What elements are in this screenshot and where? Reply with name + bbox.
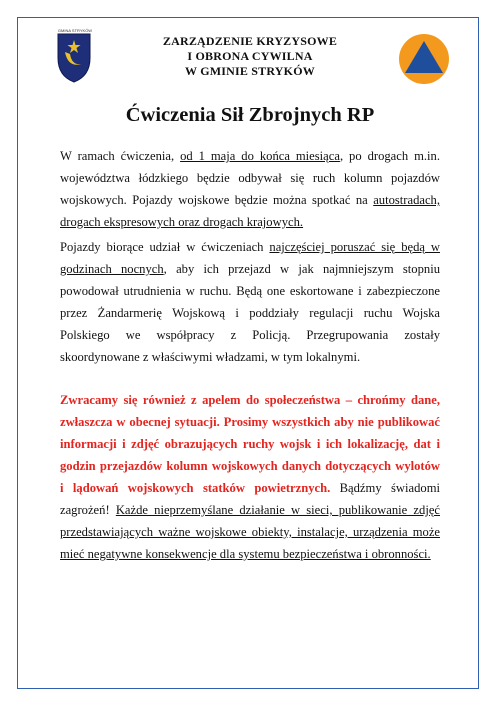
paragraph-2 (60, 236, 440, 368)
paragraph-1-roads: autostradach, drogach ekspresowych oraz drogach krajowych. (60, 193, 440, 229)
paragraph-2-intro: Pojazdy biorące udział w ćwiczeniach (60, 240, 270, 254)
paragraph-3-warning: Bądźmy świadomi zagrożeń! (60, 481, 440, 517)
header-block (120, 34, 380, 79)
paragraph-1-intro: W ramach ćwiczenia, (60, 149, 181, 163)
header-line-3: W GMINIE STRYKÓW (185, 64, 315, 78)
crest-caption: GMINA STRYKÓW (57, 28, 93, 33)
paragraph-3-appeal: Zwracamy się również z apelem do społeczeństwa – chrońmy dane, zwłaszcza w obecnej sytuacji. Prosimy wszystkich aby nie publikować informacji i zdjęć obrazujących ruchy wojsk i ich lokalizację, dat i godzin przejazdów kolumn wojskowych danych dotyczących wylotów i lądowań wojskowych statków powietrznych. (60, 393, 440, 495)
paragraph-2-night-hours: najczęściej poruszać się będą w godzinach nocnych (60, 240, 440, 276)
civil-defence-emblem-icon (398, 33, 450, 85)
paragraph-2-body: , aby ich przejazd w jak najmniejszym stopniu powodował utrudnienia w ruchu. Będą one eskortowane i zabezpieczone przez Żandarmerię Wojskową i poddziały regulacji ruchu Wojska Polskiego we współpracy z Policją. Przegrupowania zostały skoordynowane z właściwymi władzami, w tym lokalnymi. (60, 262, 440, 364)
paragraph-1-dates: od 1 maja do końca miesiąca (180, 149, 340, 163)
paragraph-1-body: , po drogach m.in. województwa łódzkiego będzie odbywał się ruch kolumn pojazdów wojskowych. Pojazdy wojskowe będzie można spotkać na (60, 149, 440, 207)
page-title: Ćwiczenia Sił Zbrojnych RP (125, 104, 375, 126)
stryków-coat-of-arms-icon (56, 28, 92, 84)
paragraph-3 (60, 389, 440, 565)
header-line-2: I OBRONA CYWILNA (187, 49, 313, 63)
header-line-1: ZARZĄDZENIE KRYZYSOWE (162, 34, 338, 48)
paragraph-3-consequences: Każde nieprzemyślane działanie w sieci, publikowanie zdjęć przedstawiających ważne wojskowe obiekty, instalacje, urządzenia może mieć negatywne konsekwencje dla systemu bezpieczeństwa i obronności. (60, 503, 440, 561)
paragraph-1 (60, 145, 440, 233)
